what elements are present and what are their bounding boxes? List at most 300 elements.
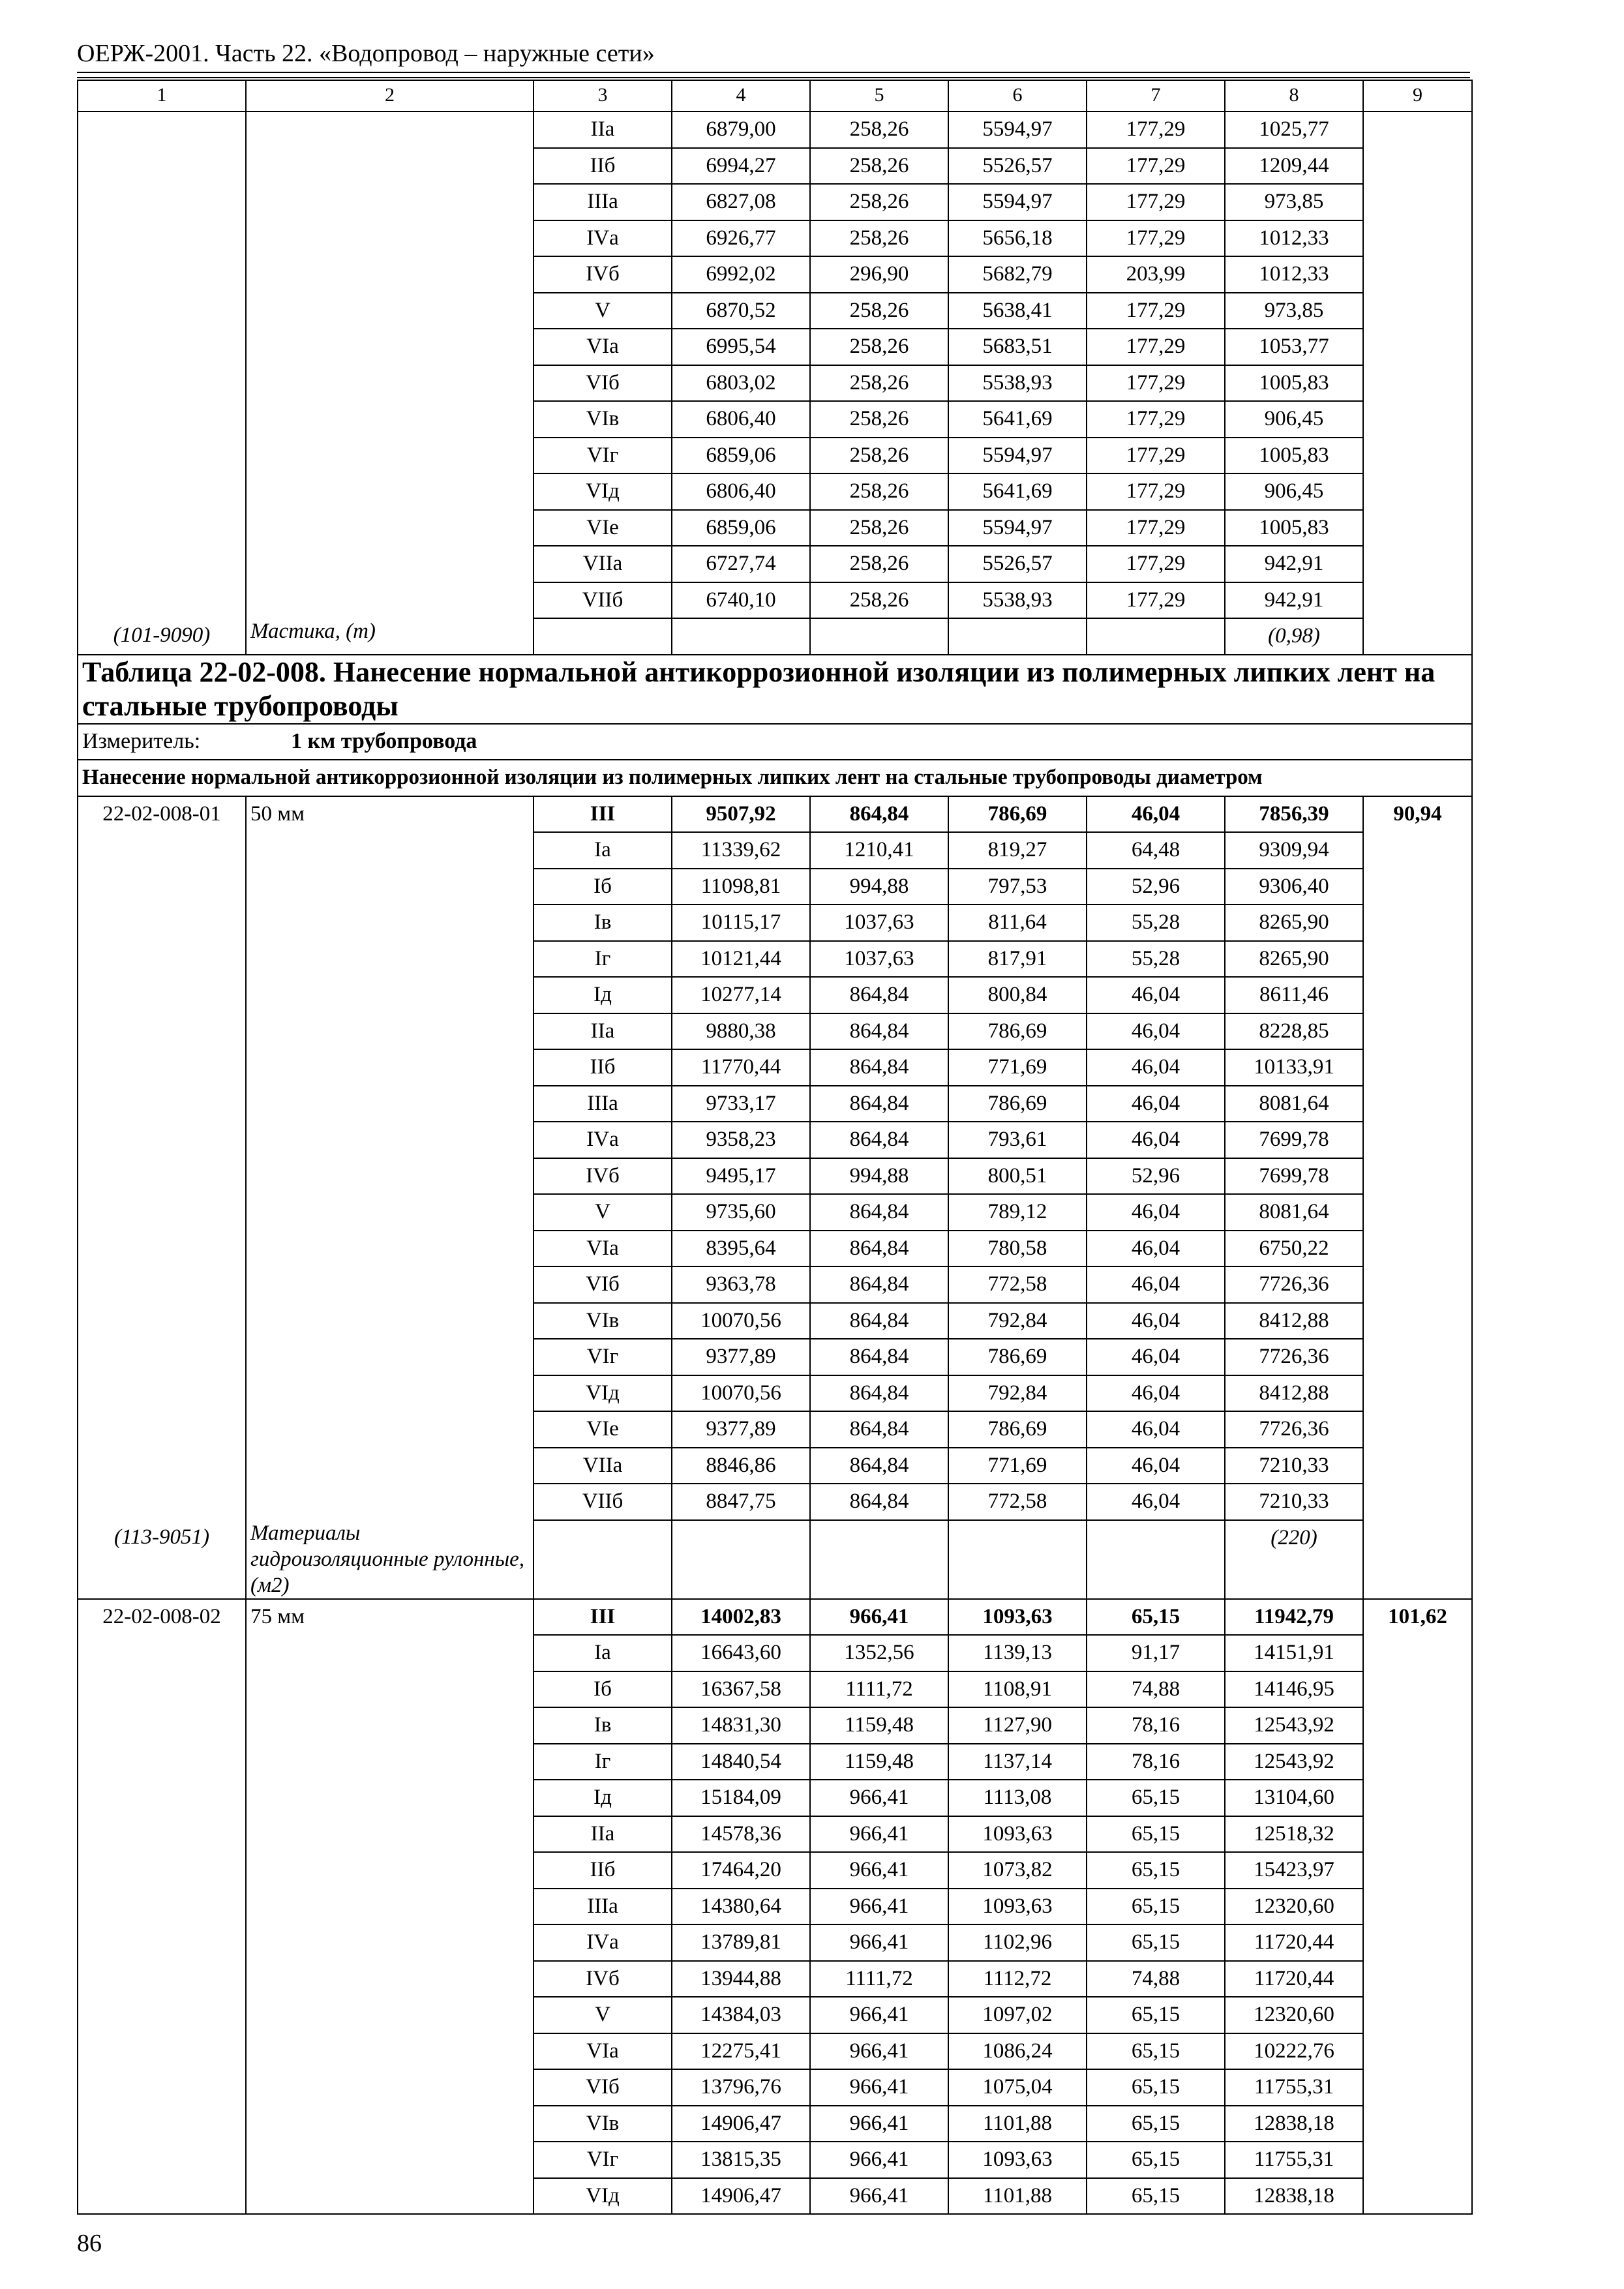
material-name: Мастика, (т) bbox=[246, 618, 534, 655]
value-cell: 258,26 bbox=[810, 473, 948, 510]
value-cell: 10121,44 bbox=[672, 941, 810, 978]
code-cell bbox=[78, 1924, 246, 1961]
value-cell: 52,96 bbox=[1087, 1158, 1225, 1195]
name-cell bbox=[246, 1231, 534, 1267]
col9-cell bbox=[1363, 329, 1472, 365]
value-cell: 6994,27 bbox=[672, 148, 810, 185]
value-cell: 966,41 bbox=[810, 1780, 948, 1816]
value-cell: 994,88 bbox=[810, 1158, 948, 1195]
value-cell: 1012,33 bbox=[1225, 256, 1363, 293]
value-cell: 65,15 bbox=[1087, 2106, 1225, 2142]
col9-cell bbox=[1363, 401, 1472, 438]
name-cell bbox=[246, 438, 534, 474]
value-cell: 14384,03 bbox=[672, 1997, 810, 2033]
zone-cell: VIе bbox=[534, 1411, 672, 1448]
value-cell: 11770,44 bbox=[672, 1049, 810, 1086]
table-row bbox=[78, 184, 1472, 220]
value-cell: 5594,97 bbox=[948, 112, 1087, 148]
value-cell: 203,99 bbox=[1087, 256, 1225, 293]
value-cell: 12320,60 bbox=[1225, 1889, 1363, 1925]
value-cell: 14146,95 bbox=[1225, 1671, 1363, 1708]
name-cell bbox=[246, 832, 534, 869]
value-cell: 6806,40 bbox=[672, 401, 810, 438]
zone-cell: IIб bbox=[534, 148, 672, 185]
code-cell bbox=[78, 546, 246, 582]
meter-label: Измеритель: bbox=[82, 728, 201, 753]
value-cell: 1137,14 bbox=[948, 1744, 1087, 1780]
value-cell: 1005,83 bbox=[1225, 438, 1363, 474]
value-cell: 11098,81 bbox=[672, 869, 810, 905]
col9-cell bbox=[1363, 1411, 1472, 1448]
table-row bbox=[78, 582, 1472, 619]
name-cell bbox=[246, 1375, 534, 1412]
zone-cell: Iг bbox=[534, 941, 672, 978]
table-row bbox=[78, 1049, 1472, 1086]
code-cell bbox=[78, 473, 246, 510]
table-row bbox=[78, 1671, 1472, 1708]
value-cell: 177,29 bbox=[1087, 546, 1225, 582]
value-cell: 906,45 bbox=[1225, 473, 1363, 510]
value-cell: 13815,35 bbox=[672, 2142, 810, 2178]
table-row bbox=[78, 2033, 1472, 2070]
value-cell: 65,15 bbox=[1087, 1816, 1225, 1853]
value-cell: 864,84 bbox=[810, 796, 948, 833]
zone-cell: III bbox=[534, 796, 672, 833]
value-cell: 1053,77 bbox=[1225, 329, 1363, 365]
zone-cell: VIб bbox=[534, 1266, 672, 1303]
empty-cell bbox=[948, 1520, 1087, 1599]
value-cell: 258,26 bbox=[810, 510, 948, 546]
value-cell: 864,84 bbox=[810, 1122, 948, 1158]
name-cell bbox=[246, 220, 534, 257]
table-row bbox=[78, 2069, 1472, 2106]
value-cell: 793,61 bbox=[948, 1122, 1087, 1158]
name-cell bbox=[246, 1997, 534, 2033]
col9-cell bbox=[1363, 905, 1472, 941]
value-cell: 296,90 bbox=[810, 256, 948, 293]
zone-cell: VIа bbox=[534, 2033, 672, 2070]
value-cell: 8846,86 bbox=[672, 1448, 810, 1484]
value-cell: 12543,92 bbox=[1225, 1744, 1363, 1780]
zone-cell: IIIа bbox=[534, 1889, 672, 1925]
value-cell: 9377,89 bbox=[672, 1411, 810, 1448]
code-cell bbox=[78, 1707, 246, 1744]
value-cell: 14151,91 bbox=[1225, 1635, 1363, 1671]
name-cell bbox=[246, 582, 534, 619]
value-cell: 1005,83 bbox=[1225, 510, 1363, 546]
code-cell bbox=[78, 1635, 246, 1671]
table-row bbox=[78, 2106, 1472, 2142]
col9-cell bbox=[1363, 1303, 1472, 1339]
value-cell: 46,04 bbox=[1087, 1303, 1225, 1339]
value-cell: 772,58 bbox=[948, 1484, 1087, 1520]
value-cell: 966,41 bbox=[810, 2069, 948, 2106]
value-cell: 177,29 bbox=[1087, 293, 1225, 329]
name-cell bbox=[246, 1816, 534, 1853]
table-row bbox=[78, 1194, 1472, 1231]
name-cell bbox=[246, 293, 534, 329]
value-cell: 1005,83 bbox=[1225, 365, 1363, 402]
material-code: (101-9090) bbox=[78, 618, 246, 655]
col9-cell bbox=[1363, 256, 1472, 293]
value-cell: 9880,38 bbox=[672, 1013, 810, 1050]
zone-cell: IIIа bbox=[534, 184, 672, 220]
col9-cell bbox=[1363, 1484, 1472, 1520]
value-cell: 1209,44 bbox=[1225, 148, 1363, 185]
col9-cell bbox=[1363, 1924, 1472, 1961]
value-cell: 5538,93 bbox=[948, 582, 1087, 619]
col9-cell bbox=[1363, 2033, 1472, 2070]
value-cell: 9358,23 bbox=[672, 1122, 810, 1158]
zone-cell: Iд bbox=[534, 977, 672, 1013]
value-cell: 7726,36 bbox=[1225, 1411, 1363, 1448]
column-number: 4 bbox=[672, 80, 810, 112]
empty-cell bbox=[672, 1520, 810, 1599]
value-cell: 258,26 bbox=[810, 184, 948, 220]
value-cell: 6827,08 bbox=[672, 184, 810, 220]
material-row bbox=[78, 1520, 1472, 1599]
value-cell: 15423,97 bbox=[1225, 1852, 1363, 1889]
col9-cell bbox=[1363, 220, 1472, 257]
value-cell: 258,26 bbox=[810, 220, 948, 257]
value-cell: 177,29 bbox=[1087, 329, 1225, 365]
value-cell: 9363,78 bbox=[672, 1266, 810, 1303]
value-cell: 52,96 bbox=[1087, 869, 1225, 905]
value-cell: 966,41 bbox=[810, 1997, 948, 2033]
name-cell bbox=[246, 1194, 534, 1231]
code-cell bbox=[78, 1852, 246, 1889]
empty-cell bbox=[534, 618, 672, 655]
value-cell: 5682,79 bbox=[948, 256, 1087, 293]
table-row bbox=[78, 473, 1472, 510]
table-row bbox=[78, 1303, 1472, 1339]
value-cell: 64,48 bbox=[1087, 832, 1225, 869]
name-cell bbox=[246, 1013, 534, 1050]
name-cell bbox=[246, 1635, 534, 1671]
value-cell: 966,41 bbox=[810, 1816, 948, 1853]
col9-cell bbox=[1363, 869, 1472, 905]
value-cell: 14380,64 bbox=[672, 1889, 810, 1925]
zone-cell: Iд bbox=[534, 1780, 672, 1816]
value-cell: 7699,78 bbox=[1225, 1158, 1363, 1195]
value-cell: 14840,54 bbox=[672, 1744, 810, 1780]
name-cell bbox=[246, 941, 534, 978]
value-cell: 1012,33 bbox=[1225, 220, 1363, 257]
col9-cell bbox=[1363, 2178, 1472, 2215]
value-cell: 14002,83 bbox=[672, 1599, 810, 1636]
value-cell: 65,15 bbox=[1087, 1780, 1225, 1816]
table-title: Таблица 22-02-008. Нанесение нормальной антикоррозионной изоляции из полимерных липких лент на стальные трубопроводы bbox=[78, 655, 1472, 724]
table-row bbox=[78, 401, 1472, 438]
value-cell: 46,04 bbox=[1087, 1013, 1225, 1050]
column-number: 8 bbox=[1225, 80, 1363, 112]
table-row bbox=[78, 329, 1472, 365]
price-table bbox=[77, 80, 1473, 2215]
value-cell: 942,91 bbox=[1225, 546, 1363, 582]
value-cell: 5526,57 bbox=[948, 148, 1087, 185]
code-cell bbox=[78, 112, 246, 148]
value-cell: 6750,22 bbox=[1225, 1231, 1363, 1267]
zone-cell: IVа bbox=[534, 1924, 672, 1961]
column-number-row bbox=[78, 80, 1472, 112]
value-cell: 7726,36 bbox=[1225, 1266, 1363, 1303]
value-cell: 800,84 bbox=[948, 977, 1087, 1013]
value-cell: 65,15 bbox=[1087, 1852, 1225, 1889]
value-cell: 14906,47 bbox=[672, 2178, 810, 2215]
zone-cell: IIа bbox=[534, 1816, 672, 1853]
table-row bbox=[78, 1852, 1472, 1889]
value-cell: 864,84 bbox=[810, 1339, 948, 1375]
name-cell bbox=[246, 365, 534, 402]
value-cell: 966,41 bbox=[810, 1924, 948, 1961]
value-cell: 46,04 bbox=[1087, 977, 1225, 1013]
name-cell bbox=[246, 1158, 534, 1195]
value-cell: 65,15 bbox=[1087, 2142, 1225, 2178]
zone-cell: VIIб bbox=[534, 582, 672, 619]
empty-cell bbox=[810, 618, 948, 655]
table-row bbox=[78, 510, 1472, 546]
value-cell: 1210,41 bbox=[810, 832, 948, 869]
value-cell: 46,04 bbox=[1087, 1339, 1225, 1375]
value-cell: 177,29 bbox=[1087, 438, 1225, 474]
value-cell: 1111,72 bbox=[810, 1671, 948, 1708]
value-cell: 17464,20 bbox=[672, 1852, 810, 1889]
value-cell: 966,41 bbox=[810, 2178, 948, 2215]
value-cell: 46,04 bbox=[1087, 1266, 1225, 1303]
value-cell: 1127,90 bbox=[948, 1707, 1087, 1744]
table-row bbox=[78, 1599, 1472, 1636]
value-cell: 5594,97 bbox=[948, 510, 1087, 546]
table-row bbox=[78, 1122, 1472, 1158]
value-cell: 46,04 bbox=[1087, 1194, 1225, 1231]
value-cell: 258,26 bbox=[810, 365, 948, 402]
table-row bbox=[78, 905, 1472, 941]
zone-cell: VIд bbox=[534, 1375, 672, 1412]
value-cell: 11339,62 bbox=[672, 832, 810, 869]
code-cell bbox=[78, 1158, 246, 1195]
value-cell: 9309,94 bbox=[1225, 832, 1363, 869]
code-cell bbox=[78, 2178, 246, 2215]
value-cell: 65,15 bbox=[1087, 1599, 1225, 1636]
table-row bbox=[78, 1086, 1472, 1122]
value-cell: 800,51 bbox=[948, 1158, 1087, 1195]
table-row bbox=[78, 1744, 1472, 1780]
value-cell: 811,64 bbox=[948, 905, 1087, 941]
zone-cell: IVб bbox=[534, 1158, 672, 1195]
value-cell: 177,29 bbox=[1087, 473, 1225, 510]
value-cell: 797,53 bbox=[948, 869, 1087, 905]
item-name: 75 мм bbox=[246, 1599, 534, 1636]
value-cell: 258,26 bbox=[810, 329, 948, 365]
code-cell bbox=[78, 1013, 246, 1050]
code-cell bbox=[78, 220, 246, 257]
value-cell: 8412,88 bbox=[1225, 1375, 1363, 1412]
code-cell bbox=[78, 1961, 246, 1997]
table-row bbox=[78, 832, 1472, 869]
col9-cell bbox=[1363, 1635, 1472, 1671]
column-number: 6 bbox=[948, 80, 1087, 112]
value-cell: 1101,88 bbox=[948, 2178, 1087, 2215]
item-code: 22-02-008-02 bbox=[78, 1599, 246, 1636]
table-row bbox=[78, 1231, 1472, 1267]
value-cell: 1101,88 bbox=[948, 2106, 1087, 2142]
value-cell: 792,84 bbox=[948, 1303, 1087, 1339]
code-cell bbox=[78, 184, 246, 220]
table-row bbox=[78, 112, 1472, 148]
value-cell: 5641,69 bbox=[948, 473, 1087, 510]
table-row bbox=[78, 977, 1472, 1013]
value-cell: 258,26 bbox=[810, 546, 948, 582]
header-rule bbox=[77, 72, 1470, 73]
value-cell: 9377,89 bbox=[672, 1339, 810, 1375]
col9-cell bbox=[1363, 1013, 1472, 1050]
value-cell: 771,69 bbox=[948, 1448, 1087, 1484]
col9-cell bbox=[1363, 1086, 1472, 1122]
code-cell bbox=[78, 510, 246, 546]
name-cell bbox=[246, 1448, 534, 1484]
empty-cell bbox=[1087, 1520, 1225, 1599]
value-cell: 12543,92 bbox=[1225, 1707, 1363, 1744]
value-cell: 966,41 bbox=[810, 1599, 948, 1636]
empty-cell bbox=[534, 1520, 672, 1599]
zone-cell: VIг bbox=[534, 2142, 672, 2178]
zone-cell: IIа bbox=[534, 1013, 672, 1050]
zone-cell: IIIа bbox=[534, 1086, 672, 1122]
name-cell bbox=[246, 510, 534, 546]
name-cell bbox=[246, 1744, 534, 1780]
table-row bbox=[78, 1375, 1472, 1412]
value-cell: 6859,06 bbox=[672, 438, 810, 474]
value-cell: 5641,69 bbox=[948, 401, 1087, 438]
col9-cell bbox=[1363, 1707, 1472, 1744]
description-row bbox=[78, 760, 1472, 796]
value-cell: 1108,91 bbox=[948, 1671, 1087, 1708]
value-cell: 966,41 bbox=[810, 1889, 948, 1925]
value-cell: 11755,31 bbox=[1225, 2069, 1363, 2106]
value-cell: 1037,63 bbox=[810, 905, 948, 941]
value-cell: 6870,52 bbox=[672, 293, 810, 329]
value-cell: 771,69 bbox=[948, 1049, 1087, 1086]
table-row bbox=[78, 1961, 1472, 1997]
name-cell bbox=[246, 905, 534, 941]
col9-cell bbox=[1363, 832, 1472, 869]
col9-cell bbox=[1363, 1339, 1472, 1375]
value-cell: 55,28 bbox=[1087, 905, 1225, 941]
value-cell: 966,41 bbox=[810, 2106, 948, 2142]
zone-cell: V bbox=[534, 293, 672, 329]
zone-cell: VIв bbox=[534, 2106, 672, 2142]
name-cell bbox=[246, 148, 534, 185]
value-cell: 258,26 bbox=[810, 293, 948, 329]
material-name: Материалы гидроизоляционные рулонные, (м2) bbox=[246, 1520, 534, 1599]
value-cell: 177,29 bbox=[1087, 112, 1225, 148]
zone-cell: VIв bbox=[534, 401, 672, 438]
value-cell: 8081,64 bbox=[1225, 1194, 1363, 1231]
value-cell: 8265,90 bbox=[1225, 905, 1363, 941]
value-cell: 8228,85 bbox=[1225, 1013, 1363, 1050]
value-cell: 12275,41 bbox=[672, 2033, 810, 2070]
value-cell: 46,04 bbox=[1087, 1086, 1225, 1122]
name-cell bbox=[246, 256, 534, 293]
zone-cell: V bbox=[534, 1194, 672, 1231]
value-cell: 55,28 bbox=[1087, 941, 1225, 978]
value-cell: 14906,47 bbox=[672, 2106, 810, 2142]
value-cell: 6740,10 bbox=[672, 582, 810, 619]
col9-cell: 90,94 bbox=[1363, 796, 1472, 833]
name-cell bbox=[246, 1671, 534, 1708]
table-row bbox=[78, 1266, 1472, 1303]
name-cell bbox=[246, 1303, 534, 1339]
code-cell bbox=[78, 1816, 246, 1853]
value-cell: 177,29 bbox=[1087, 510, 1225, 546]
value-cell: 780,58 bbox=[948, 1231, 1087, 1267]
code-cell bbox=[78, 1889, 246, 1925]
col9-cell bbox=[1363, 2106, 1472, 2142]
value-cell: 8847,75 bbox=[672, 1484, 810, 1520]
value-cell: 7210,33 bbox=[1225, 1484, 1363, 1520]
name-cell bbox=[246, 1339, 534, 1375]
value-cell: 14831,30 bbox=[672, 1707, 810, 1744]
col9-cell bbox=[1363, 1158, 1472, 1195]
value-cell: 966,41 bbox=[810, 2033, 948, 2070]
value-cell: 6992,02 bbox=[672, 256, 810, 293]
value-cell: 65,15 bbox=[1087, 2069, 1225, 2106]
code-cell bbox=[78, 905, 246, 941]
table-row bbox=[78, 1339, 1472, 1375]
value-cell: 11755,31 bbox=[1225, 2142, 1363, 2178]
code-cell bbox=[78, 2142, 246, 2178]
zone-cell: III bbox=[534, 1599, 672, 1636]
column-number: 3 bbox=[534, 80, 672, 112]
value-cell: 1037,63 bbox=[810, 941, 948, 978]
name-cell bbox=[246, 1484, 534, 1520]
table-row bbox=[78, 796, 1472, 833]
code-cell bbox=[78, 1997, 246, 2033]
code-cell bbox=[78, 941, 246, 978]
value-cell: 792,84 bbox=[948, 1375, 1087, 1412]
value-cell: 1073,82 bbox=[948, 1852, 1087, 1889]
table-row bbox=[78, 293, 1472, 329]
code-cell bbox=[78, 293, 246, 329]
zone-cell: VIа bbox=[534, 329, 672, 365]
name-cell bbox=[246, 473, 534, 510]
value-cell: 8412,88 bbox=[1225, 1303, 1363, 1339]
name-cell bbox=[246, 546, 534, 582]
zone-cell: IVб bbox=[534, 1961, 672, 1997]
running-header: ОЕРЖ-2001. Часть 22. «Водопровод – наружные сети» bbox=[77, 40, 655, 67]
code-cell bbox=[78, 1086, 246, 1122]
table-row bbox=[78, 1411, 1472, 1448]
value-cell: 9495,17 bbox=[672, 1158, 810, 1195]
code-cell bbox=[78, 1744, 246, 1780]
col9-cell bbox=[1363, 1049, 1472, 1086]
table-row bbox=[78, 256, 1472, 293]
name-cell bbox=[246, 2069, 534, 2106]
value-cell: 65,15 bbox=[1087, 2033, 1225, 2070]
value-cell: 786,69 bbox=[948, 1086, 1087, 1122]
value-cell: 5594,97 bbox=[948, 438, 1087, 474]
col9-cell bbox=[1363, 1997, 1472, 2033]
name-cell bbox=[246, 1852, 534, 1889]
col9-cell bbox=[1363, 1231, 1472, 1267]
table-row bbox=[78, 1635, 1472, 1671]
col9-cell bbox=[1363, 1780, 1472, 1816]
value-cell: 11942,79 bbox=[1225, 1599, 1363, 1636]
code-cell bbox=[78, 1375, 246, 1412]
value-cell: 864,84 bbox=[810, 977, 948, 1013]
section-description: Нанесение нормальной антикоррозионной изоляции из полимерных липких лент на стальные трубопроводы диаметром bbox=[78, 760, 1472, 796]
name-cell bbox=[246, 1889, 534, 1925]
